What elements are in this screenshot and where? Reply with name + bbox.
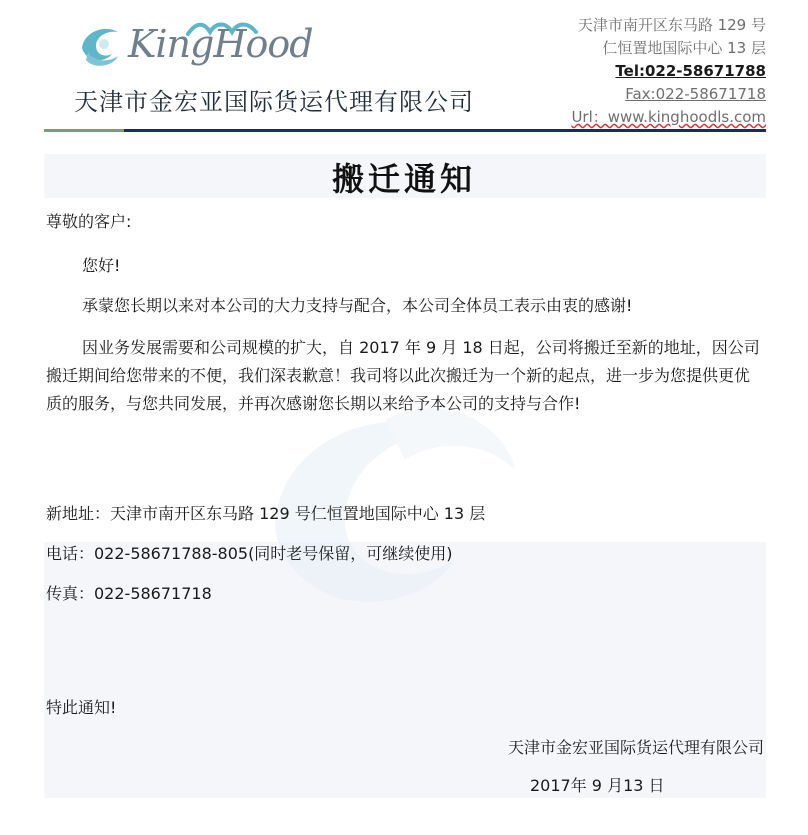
logo-wordmark: KingHood <box>128 22 313 66</box>
contact-block <box>571 14 766 129</box>
address-line-2: 仁恒置地国际中心 13 层 <box>602 39 766 57</box>
signature-company: 天津市金宏亚国际货运代理有限公司 <box>507 738 764 757</box>
address-line-1: 天津市南开区东马路 129 号 <box>577 16 766 34</box>
new-address: 新地址：天津市南开区东马路 129 号仁恒置地国际中心 13 层 <box>46 504 486 523</box>
fax-number: Fax:022-58671718 <box>625 85 766 103</box>
greeting: 您好! <box>82 256 121 275</box>
header-rule <box>124 129 766 132</box>
notice-date: 2017年 9 月13 日 <box>530 776 665 795</box>
phone-line: 电话：022-58671788-805(同时老号保留，可继续使用) <box>46 544 453 563</box>
company-name-heading: 天津市金宏亚国际货运代理有限公司 <box>74 88 474 116</box>
fax-line: 传真：022-58671718 <box>46 584 212 603</box>
thanks-paragraph: 承蒙您长期以来对本公司的大力支持与配合，本公司全体员工表示由衷的感谢! <box>82 296 633 315</box>
wave-logo-icon <box>74 18 130 74</box>
notice-title: 搬迁通知 <box>331 160 476 198</box>
tel-number: Tel:022-58671788 <box>615 62 766 80</box>
salutation: 尊敬的客户: <box>46 212 132 231</box>
closing-line: 特此通知! <box>46 698 117 717</box>
website-url[interactable]: Url：www.kinghoodls.com <box>571 108 766 126</box>
relocation-paragraph: 因业务发展需要和公司规模的扩大，自 2017 年 9 月 18 日起，公司将搬迁至新的地址，因公司搬迁期间给您带来的不便，我们深表歉意！我司将以此次搬迁为一个新的起点，进一步为您提供更优质的服务，与您共同发展，并再次感谢您长期以来给予本公司的支持与合作! <box>46 338 760 413</box>
header-rule-accent <box>44 129 124 132</box>
company-logo <box>74 18 313 74</box>
